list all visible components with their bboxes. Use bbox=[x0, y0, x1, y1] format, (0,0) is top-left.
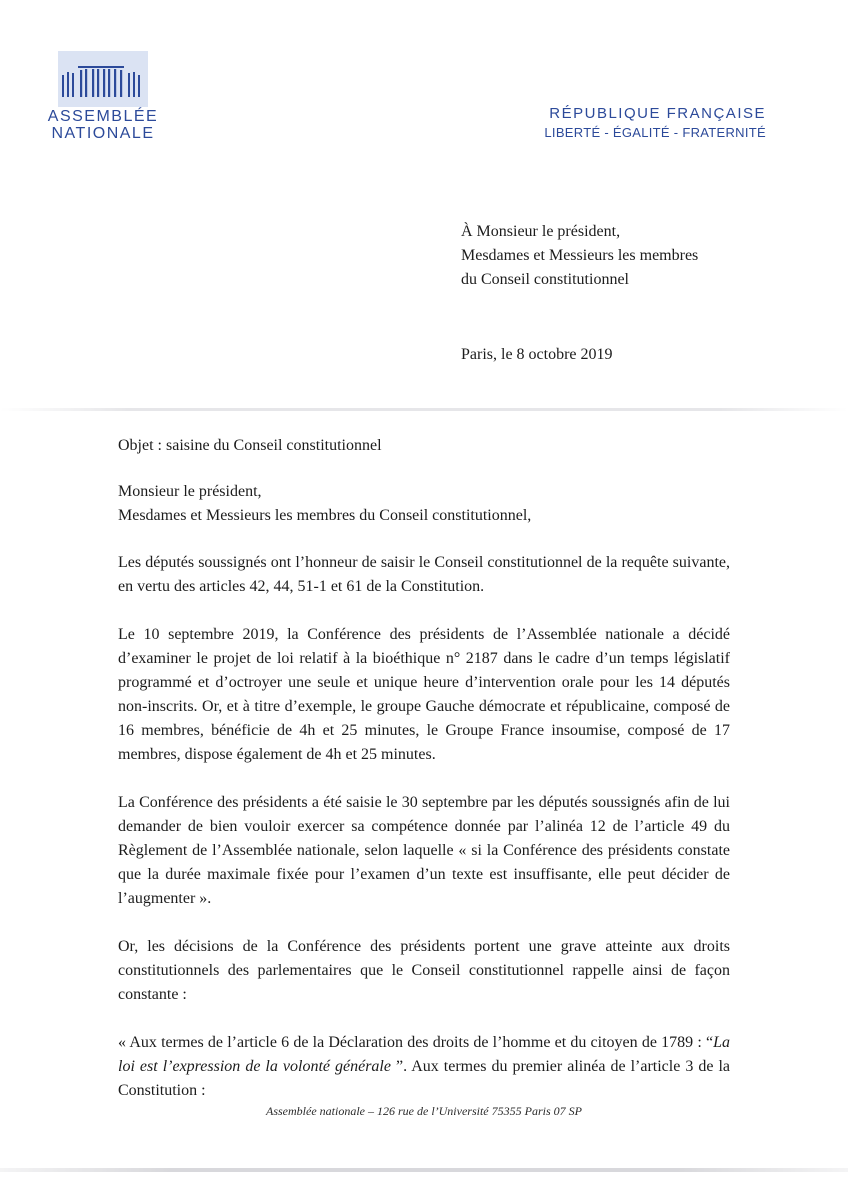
institution-name bbox=[46, 108, 160, 142]
footer-address: Assemblée nationale – 126 rue de l’Université 75355 Paris 07 SP bbox=[266, 1104, 582, 1118]
quote-text: « Aux termes de l’article 6 de la Déclaration des droits de l’homme et du citoyen de 1789 : “ bbox=[118, 1034, 714, 1051]
quote-paragraph bbox=[118, 1031, 730, 1103]
republic-motto: LIBERTÉ - ÉGALITÉ - FRATERNITÉ bbox=[544, 125, 766, 140]
salutation-line: Mesdames et Messieurs les membres du Conseil constitutionnel, bbox=[118, 507, 532, 524]
republic-title: RÉPUBLIQUE FRANÇAISE bbox=[549, 105, 766, 122]
paragraph: Le 10 septembre 2019, la Conférence des présidents de l’Assemblée nationale a décidé d’examiner le projet de loi relatif à la bioéthique n° 2187 dans le cadre d’un temps législatif programmé et d’octroyer une seule et unique heure d’intervention orale pour les 14 députés non-inscrits. Or, et à titre d’exemple, le groupe Gauche démocrate et républicaine, composé de 16 membres, bénéficie de 4h et 25 minutes, le Groupe France insoumise, composé de 17 membres, dispose également de 4h et 25 minutes. bbox=[118, 626, 730, 763]
quote-italic: La loi est l’expression de la volonté générale bbox=[118, 1034, 730, 1075]
addressee-line: du Conseil constitutionnel bbox=[461, 271, 629, 288]
paragraph: Or, les décisions de la Conférence des présidents portent une grave atteinte aux droits constitutionnels des parlementaires que le Conseil constitutionnel rappelle ainsi de façon constante : bbox=[118, 938, 730, 1003]
paragraph: Les députés soussignés ont l’honneur de saisir le Conseil constitutionnel de la requête suivante, en vertu des articles 42, 44, 51-1 et 61 de la Constitution. bbox=[118, 554, 730, 595]
assemblee-logo bbox=[47, 51, 159, 143]
addressee-line: Mesdames et Messieurs les membres bbox=[461, 247, 699, 264]
salutation-line: Monsieur le président, bbox=[118, 483, 262, 500]
letter-body bbox=[118, 434, 730, 1103]
quote-text: ”. Aux termes du premier alinéa de l’article 3 de la Constitution : bbox=[118, 1058, 731, 1099]
institution-line1: ASSEMBLÉE bbox=[47, 108, 159, 125]
scan-artifact-line bbox=[0, 408, 848, 411]
hemicycle-logo-icon bbox=[58, 51, 148, 107]
institution-line2: NATIONALE bbox=[51, 125, 155, 142]
subject-line: Objet : saisine du Conseil constitutionnel bbox=[118, 437, 382, 454]
addressee-line: À Monsieur le président, bbox=[461, 223, 621, 240]
page-bottom-edge bbox=[0, 1168, 848, 1172]
republic-header bbox=[544, 104, 766, 142]
paragraph: La Conférence des présidents a été saisie le 30 septembre par les députés soussignés afin de lui demander de bien vouloir exercer sa compétence donnée par l’alinéa 12 de l’article 49 du Règlement de l’Assemblée nationale, selon laquelle « si la Conférence des présidents constate que la durée maximale fixée pour l’examen d’un texte est insuffisante, elle peut décider de l’augmenter ». bbox=[118, 794, 730, 907]
addressee-block bbox=[461, 220, 698, 292]
colonnade-icon bbox=[58, 51, 148, 107]
letter-date: Paris, le 8 octobre 2019 bbox=[461, 346, 613, 363]
